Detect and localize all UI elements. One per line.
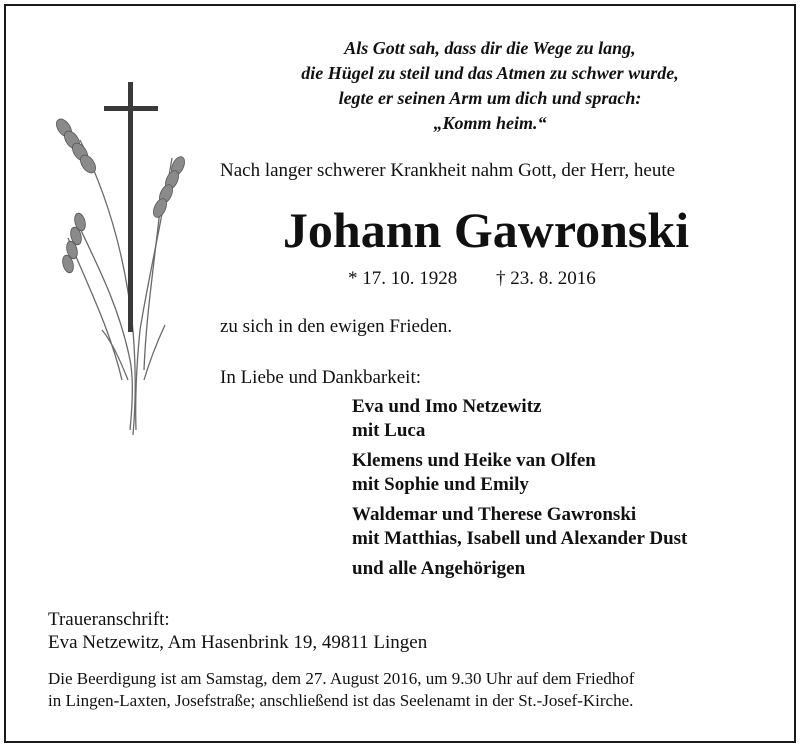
wheat-stalks (68, 140, 172, 435)
mourning-address (48, 608, 427, 654)
address-label: Traueranschrift: (48, 609, 170, 630)
deceased-name: Johann Gawronski (282, 202, 690, 258)
family-group (352, 503, 687, 551)
family-names: Klemens und Heike van Olfen (352, 450, 596, 471)
memorial-quote (220, 36, 760, 136)
family-group (352, 449, 687, 497)
family-closing: und alle Angehörigen (352, 558, 526, 579)
quote-line: Als Gott sah, dass dir die Wege zu lang, (344, 38, 636, 58)
birth-date: * 17. 10. 1928 (348, 268, 458, 289)
family-children: mit Sophie und Emily (352, 474, 529, 495)
quote-line: „Komm heim.“ (433, 113, 547, 133)
life-dates (348, 268, 596, 290)
family-children: mit Matthias, Isabell und Alexander Dust (352, 528, 688, 549)
gratitude-text: In Liebe und Dankbarkeit: (220, 367, 422, 388)
family-list (352, 395, 687, 581)
cross-wheat-artwork (40, 80, 200, 440)
funeral-details (48, 668, 634, 712)
quote-line: die Hügel zu steil und das Atmen zu schwer wurde, (301, 63, 679, 83)
family-names: Eva und Imo Netzewitz (352, 396, 542, 417)
family-children: mit Luca (352, 420, 426, 441)
family-group (352, 395, 687, 443)
family-names: Waldemar und Therese Gawronski (352, 504, 637, 525)
funeral-line: in Lingen-Laxten, Josefstraße; anschließend ist das Seelenamt in der St.-Josef-Kirche. (48, 691, 634, 710)
quote-line: legte er seinen Arm um dich und sprach: (338, 88, 642, 108)
funeral-line: Die Beerdigung ist am Samstag, dem 27. August 2016, um 9.30 Uhr auf dem Friedhof (48, 669, 635, 688)
address-value: Eva Netzewitz, Am Hasenbrink 19, 49811 Lingen (48, 632, 428, 653)
intro-text: Nach langer schwerer Krankheit nahm Gott, der Herr, heute (220, 160, 676, 181)
peace-text: zu sich in den ewigen Frieden. (220, 316, 453, 337)
death-date: † 23. 8. 2016 (496, 268, 596, 289)
